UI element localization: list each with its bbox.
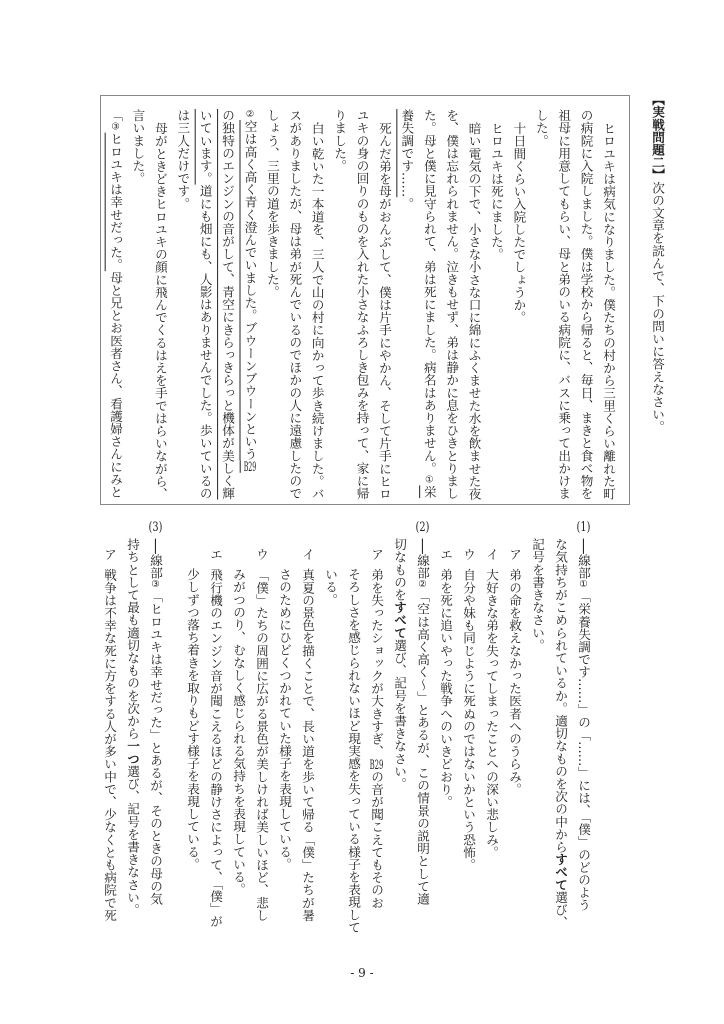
choice-a-cont: そろしさを感じられないほど現実感を失っている様子を表現して <box>346 568 361 934</box>
question-number: (2) <box>415 520 430 533</box>
passage-line: 死んだ弟を母がおんぶして、僕は片手にやかん、そして片手にヒロ <box>376 121 392 500</box>
question-prompt: (1)──線部①「栄養失調です……」の「……」には、「僕」のどのよう <box>572 520 595 960</box>
choice-i[interactable]: イ大好きな弟を失ってしまったことへの深い悲しみ。 <box>484 548 499 859</box>
questions-area <box>98 520 595 960</box>
passage-line: た。母と僕に見守られて、弟は死にました。病名はありません。①栄 <box>421 109 437 499</box>
passage-line: は三人だけです。 <box>175 109 191 210</box>
passage-line: を、僕は忘れられません。泣きもせず、弟は静かに息をひきとりまし <box>444 109 460 500</box>
underlined-text-1: 養失調です…… <box>399 109 415 198</box>
passage-line: 暗い電気の下で、小さな小さな口に綿にふくませた水を飲ませた夜 <box>466 121 482 500</box>
question-prompt: (3)──線部③「ヒロユキは幸せだった」とあるが、そのときの母の気 <box>144 520 167 960</box>
choice-a[interactable]: ア弟の命を救えなかった医者へのうらみ。 <box>507 548 522 796</box>
underlined-text-2: B29 <box>243 460 257 473</box>
passage-line: した。 <box>533 109 549 147</box>
question-3 <box>98 520 167 960</box>
passage-line: の病院に入院しました。僕は学校から帰ると、毎日、まきと食べ物を <box>578 109 594 500</box>
passage-box <box>100 95 630 505</box>
passage-line: 十日間くらい入院したでしょうか。 <box>511 121 527 324</box>
choice-u[interactable]: ウ「僕」たちの周囲に広がる景色が美しければ美しいほど、悲し <box>254 548 269 922</box>
question-prompt: 切なものをすべて選び、記号を書きなさい。 <box>392 538 407 791</box>
passage-line: 祖母に用意してもらい、母と弟のいる病院に、バスに乗って出かけま <box>556 109 572 500</box>
question-prompt: 記号を書きなさい。 <box>530 538 545 652</box>
question-2 <box>181 520 434 960</box>
question-prompt: (2)──線部②「空は高く高く～」とあるが、この情景の説明として適 <box>411 520 434 960</box>
passage-line: しょう、三里の道を歩きました。 <box>264 109 280 298</box>
passage-line: ユキの身の回りのものを入れた小さなふろしき包みを持って、家に帰 <box>354 109 370 500</box>
choice-i[interactable]: イ真夏の景色を描くことで、長い道を歩いて帰る「僕」たちが暑 <box>300 548 315 922</box>
passage-line: りました。 <box>332 109 348 172</box>
question-number: (3) <box>148 520 163 533</box>
passage-line: ヒロユキは病気になりました。僕たちの村から三里くらい離れた町 <box>601 121 616 500</box>
underline-marker-1: ① <box>423 474 435 486</box>
page-number: - 9 - <box>350 966 374 980</box>
choice-e[interactable]: エ弟を死に追いやった戦争へのいきどおり。 <box>438 548 453 809</box>
passage-line: 養失調です……。 <box>399 109 415 210</box>
underline-marker-2: ② <box>244 109 256 120</box>
passage-line: いています。道にも畑にも、人影はありませんでした。歩いているの <box>197 109 213 500</box>
choice-u-cont: みがつのり、むなしく感じられる気持ちを表現している。 <box>231 568 246 896</box>
passage-line: 母がときどきヒロユキの顔に飛んでくるはえを手ではらいながら、 <box>152 121 168 500</box>
passage-line <box>216 109 238 501</box>
choice-a[interactable]: ア戦争は不幸な死に方をする人が多い中で、少なくとも病院で死 <box>102 548 117 922</box>
underline-marker-3: ③ <box>110 121 122 133</box>
question-title <box>646 93 668 513</box>
passage-text <box>104 109 619 501</box>
underlined-text-1: 栄 <box>421 485 437 499</box>
choice-e[interactable]: エ飛行機のエンジン音が聞こえるほどの静けさによって、「僕」が <box>208 548 223 928</box>
question-1 <box>434 520 595 960</box>
underlined-text-2: いています。 <box>197 109 213 185</box>
question-prompt: な気持ちがこめられているか。適切なものを次の中からすべて選び、 <box>553 538 568 929</box>
instruction-text: 次の文章を読んで、下の問いに答えなさい。 <box>650 181 665 434</box>
passage-line: ヒロユキは死にました。 <box>488 121 504 261</box>
passage-line: 白い乾いた一本道を、三人で山の村に向かって歩き続けました。バ <box>309 121 325 500</box>
underlined-text-2: の独特のエンジンの音がして、青空にきらっきらっと機体が美しく輝 <box>220 109 236 500</box>
choice-a[interactable]: ア弟を失ったショックが大きすぎ、B29の音が聞こえてもそのお <box>369 548 384 909</box>
passage-line: スがありましたが、母は弟が死んでいるのでほかの人に遠慮したので <box>287 109 303 500</box>
underlined-text-3: ヒロユキは幸せだった。 <box>108 132 124 272</box>
question-prompt: 持ちとして最も適切なものを次から一つ選び、記号を書きなさい。 <box>125 538 140 917</box>
choice-e-cont: 少しずつ落ち着きを取りもどす様子を表現している。 <box>185 568 200 871</box>
choice-a-cont: いる。 <box>323 568 338 606</box>
underlined-text-2: 空は高く高く青く澄んでいました。ブウーンブウーンという <box>242 120 258 461</box>
passage-line: 言いました。 <box>130 109 146 185</box>
passage-line <box>238 109 260 501</box>
passage-line: 「③ヒロユキは幸せだった。母と兄とお医者さん、看護婦さんにみと <box>108 109 124 499</box>
choice-u[interactable]: ウ自分や妹も同じように死ぬのではないかという恐怖。 <box>461 548 476 872</box>
section-label: 【実戦問題二】 <box>650 93 665 182</box>
question-number: (1) <box>576 520 591 533</box>
choice-i-cont: さのためにひどくつかれていた様子を表現している。 <box>277 568 292 871</box>
